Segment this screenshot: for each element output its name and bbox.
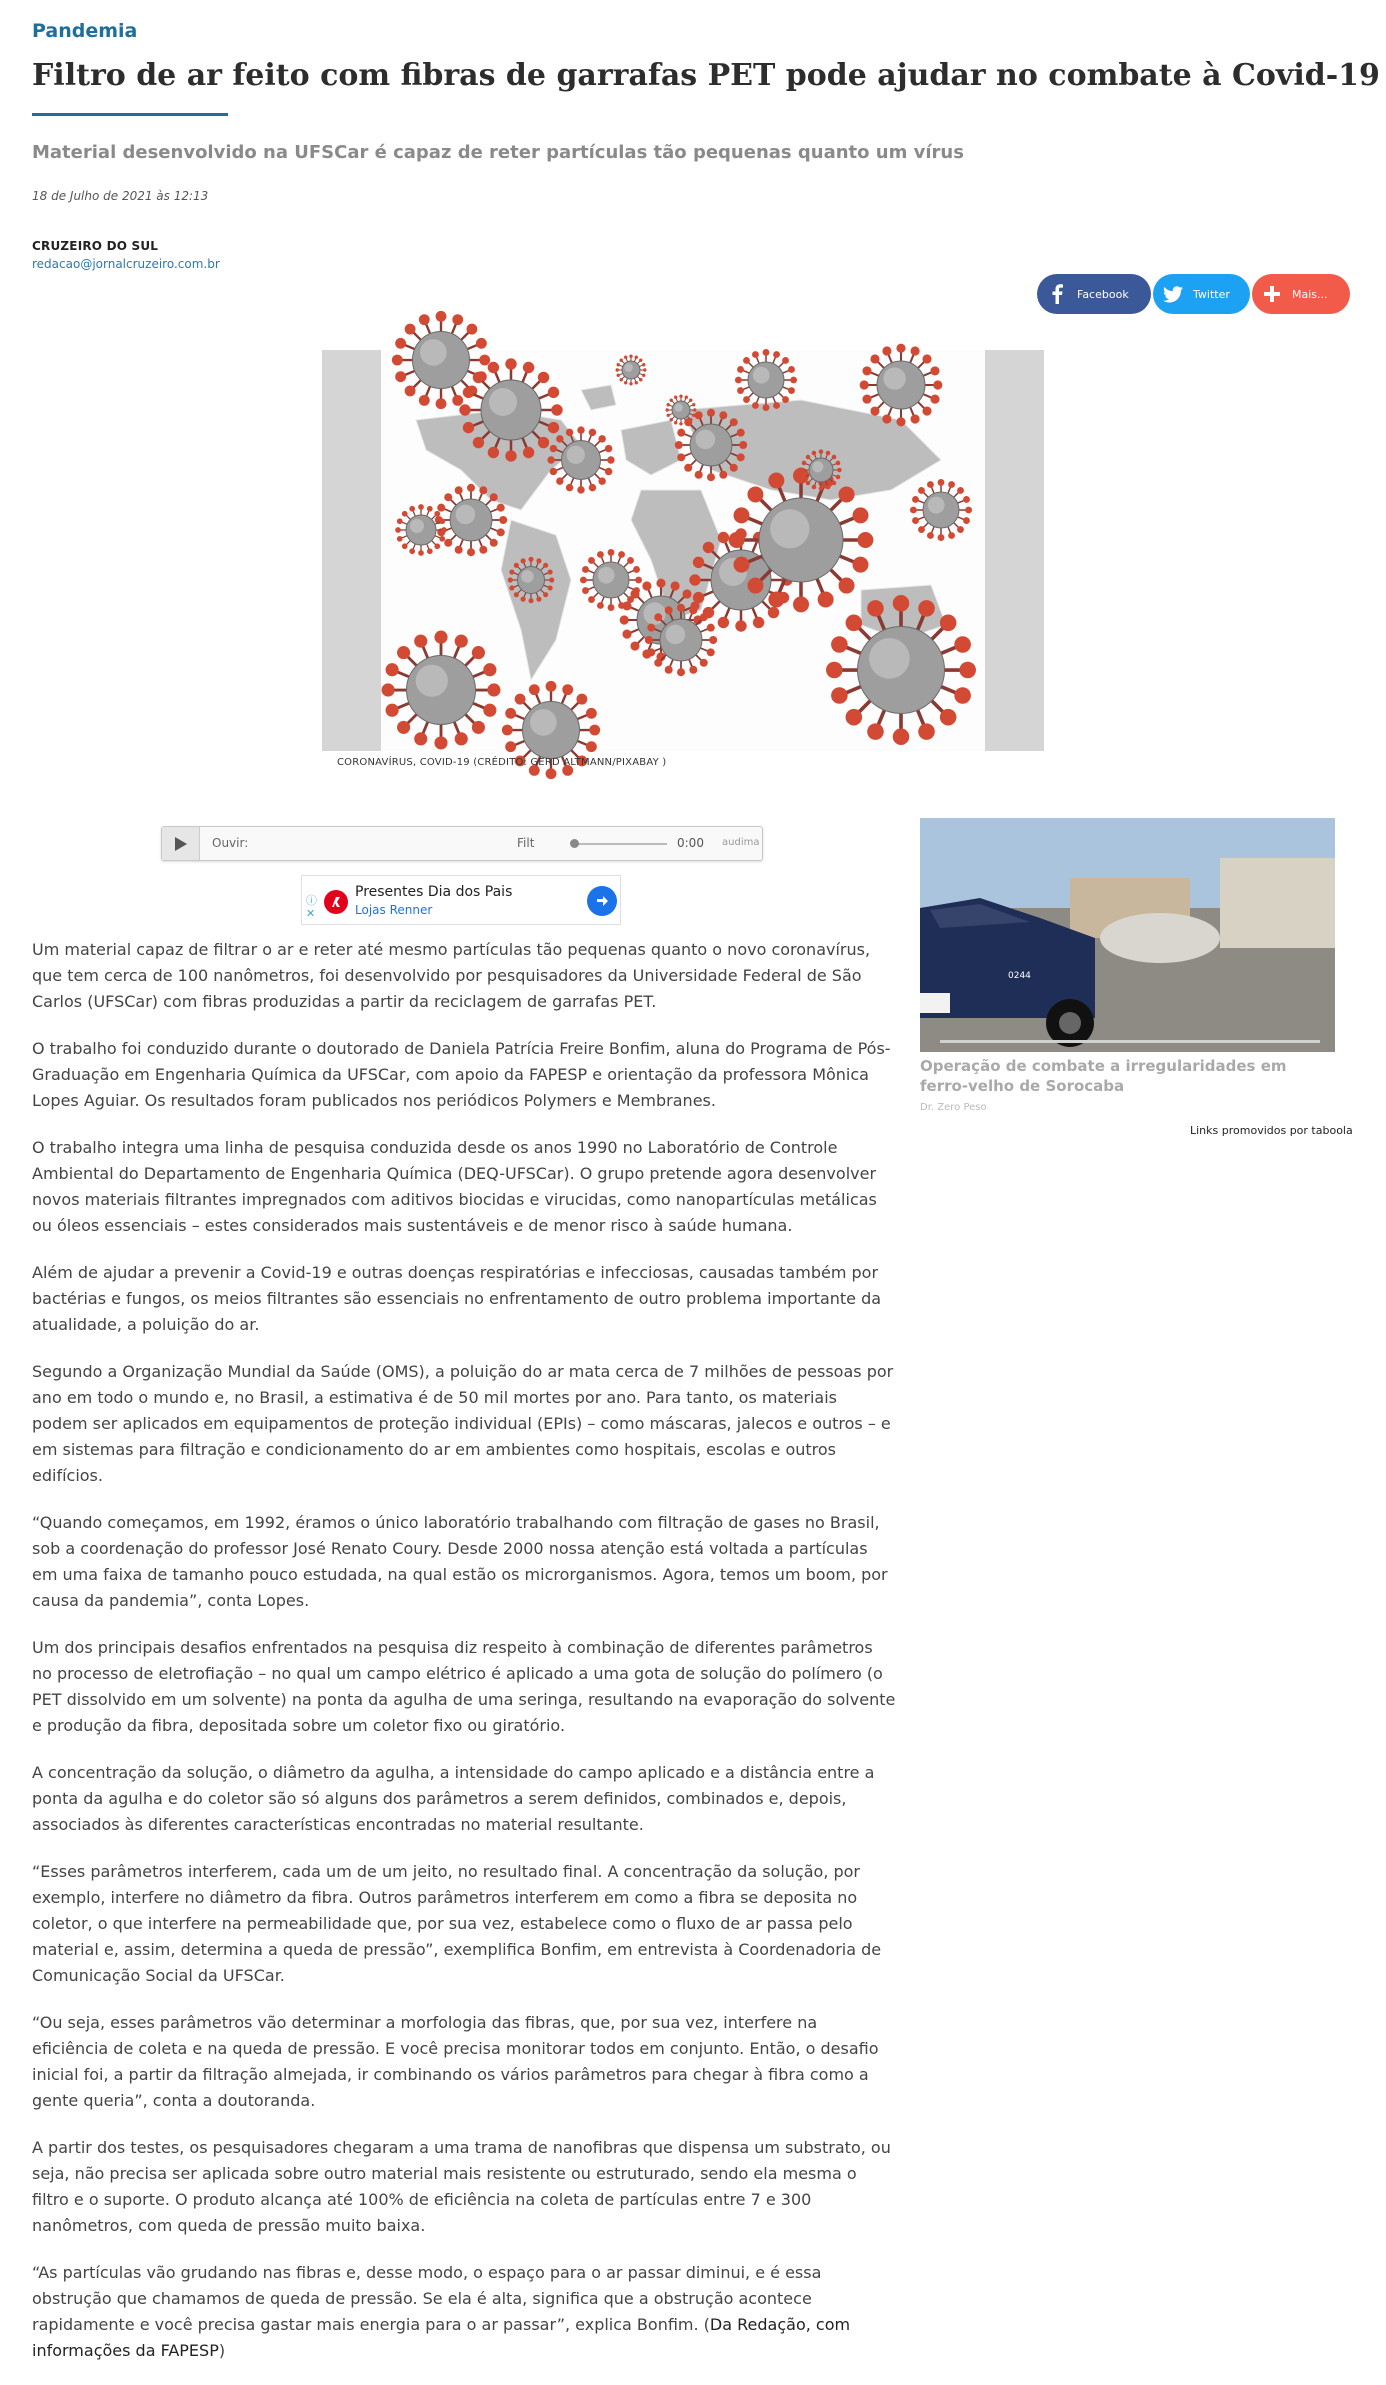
audio-progress-handle[interactable] (570, 839, 579, 848)
share-facebook-label: Facebook (1077, 287, 1129, 301)
sidebar-promoted-title[interactable]: Operação de combate a irregularidades em ferro-velho de Sorocaba (920, 1057, 1287, 1095)
ad-info-icon[interactable]: ⓘ (306, 894, 317, 907)
article-paragraph: A partir dos testes, os pesquisadores chegaram a uma trama de nanofibras que dispensa um substrato, ou seja, não precisa ser aplicada sobre outro material mais resistente ou estruturado, sendo ela mesma o filtro e o suporte. O produto alcança até 100% de eficiência na coleta de partículas entre 7 e 300 nanômetros, com queda de pressão muito baixa. (32, 2138, 891, 2235)
article-subtitle: Material desenvolvido na UFSCar é capaz de reter partículas tão pequenas quanto um vírus (32, 142, 964, 163)
article-paragraph: Além de ajudar a prevenir a Covid-19 e outras doenças respiratórias e infecciosas, causadas também por bactérias e fungos, os meios filtrantes são essenciais no enfrentamento de outro problema importante da atualidade, a poluição do ar. (32, 1263, 882, 1334)
article-body (32, 937, 896, 2385)
article-paragraph: Um dos principais desafios enfrentados na pesquisa diz respeito à combinação de diferentes parâmetros no processo de eletrofiação – no qual um campo elétrico é aplicado a uma gota de solução do polímero (o PET dissolvido em um solvente) na ponta da agulha de uma seringa, resultando na evaporação do solvente e produção da fibra, depositada sobre um coletor fixo ou giratório. (32, 1638, 896, 1735)
sidebar-promoted-image[interactable] (920, 818, 1335, 1052)
title-underline (32, 113, 228, 116)
audio-listen-label: Ouvir: (212, 836, 249, 850)
last-paragraph-close: ) (218, 2341, 226, 2360)
article-paragraph: A concentração da solução, o diâmetro da agulha, a intensidade do campo aplicado e a distância entre a ponta da agulha e do coletor são só alguns dos parâmetros a serem definidos, combinados e, depois, associados às diferentes características encontradas no material resultante. (32, 1763, 875, 1834)
ad-close-icon[interactable]: ✕ (306, 907, 316, 920)
article-title: Filtro de ar feito com fibras de garrafas PET pode ajudar no combate à Covid-19 (32, 58, 1380, 93)
ad-banner[interactable] (301, 875, 621, 925)
sidebar-promoted-source[interactable]: Dr. Zero Peso (920, 1102, 987, 1113)
article-paragraph: “Ou seja, esses parâmetros vão determinar a morfologia das fibras, que, por sua vez, interfere na eficiência de coleta e na queda de pressão. E você precisa monitorar todos em conjunto. Então, o desafio inicial foi, a partir da filtração almejada, ir combinando os vários parâmetros para chegar à fibra como a gente queria”, conta a doutoranda. (32, 2013, 879, 2110)
share-more-label: Mais... (1292, 287, 1328, 301)
article-credit: Da Redação, com informações da FAPESP (32, 2315, 851, 2360)
share-more-button[interactable] (1252, 274, 1350, 314)
twitter-icon (1153, 274, 1193, 314)
share-facebook-button[interactable] (1037, 274, 1151, 314)
photo-caption: CORONAVÍRUS, COVID-19 (CRÉDITO: GERD ALTMANN/PIXABAY ) (337, 757, 667, 768)
category-label[interactable]: Pandemia (32, 20, 138, 42)
ad-advertiser: Lojas Renner (355, 903, 433, 917)
article-paragraph: Um material capaz de filtrar o ar e reter até mesmo partículas tão pequenas quanto o novo coronavírus, que tem cerca de 100 nanômetros, foi desenvolvido por pesquisadores da Universidade Federal de São Carlos (UFSCar) com fibras produzidas a partir da reciclagem de garrafas PET. (32, 940, 871, 1011)
share-twitter-label: Twitter (1193, 287, 1230, 301)
audio-track-title: Filt (517, 836, 535, 850)
police-vehicle-photo (920, 818, 1335, 1052)
article-paragraph-last (32, 2260, 896, 2364)
article-paragraph: “Quando começamos, em 1992, éramos o único laboratório trabalhando com filtração de gases no Brasil, sob a coordenação do professor José Renato Coury. Desde 2000 nossa atenção está voltada a partículas em uma faixa de tamanho pouco estudada, na qual estão os microrganismos. Agora, temos um boom, por causa da pandemia”, conta Lopes. (32, 1513, 888, 1610)
publish-date: 18 de Julho de 2021 às 12:13 (32, 189, 209, 203)
article-paragraph: O trabalho foi conduzido durante o doutorado de Daniela Patrícia Freire Bonfim, aluna do Programa de Pós-Graduação em Engenharia Química da UFSCar, com apoio da FAPESP e orientação da professora Mônica Lopes Aguiar. Os resultados foram publicados nos periódicos Polymers e Membranes. (32, 1039, 891, 1110)
share-twitter-button[interactable] (1153, 274, 1250, 314)
ad-title: Presentes Dia dos Pais (355, 884, 513, 900)
author-name: CRUZEIRO DO SUL (32, 239, 159, 253)
author-email-link[interactable]: redacao@jornalcruzeiro.com.br (32, 257, 220, 271)
plus-icon (1252, 274, 1292, 314)
last-paragraph-text: “As partículas vão grudando nas fibras e, desse modo, o espaço para o ar passar diminui, e é essa obstrução que chamamos de queda de pressão. Se ela é alta, significa que a obstrução acontece rapidamente e você precisa gastar mais energia para o ar passar”, explica Bonfim. ( (32, 2263, 822, 2334)
audio-time: 0:00 (677, 836, 704, 850)
article-paragraph: Segundo a Organização Mundial da Saúde (OMS), a poluição do ar mata cerca de 7 milhões de pessoas por ano em todo o mundo e, no Brasil, a estimativa é de 50 mil mortes por ano. Para tanto, os materiais podem ser aplicados em equipamentos de proteção individual (EPIs) – como máscaras, jalecos e outros – e em sistemas para filtração e condicionamento do ar em ambientes como hospitais, escolas e outros edifícios. (32, 1362, 894, 1485)
article-photo (322, 350, 1044, 751)
article-paragraph: O trabalho integra uma linha de pesquisa conduzida desde os anos 1990 no Laboratório de Controle Ambiental do Departamento de Engenharia Química (DEQ-UFSCar). O grupo pretende agora desenvolver novos materiais filtrantes impregnados com aditivos biocidas e virucidas, como nanopartículas metálicas ou óleos essenciais – estes considerados mais sustentáveis e de menor risco à saúde humana. (32, 1138, 877, 1235)
article-paragraph: “Esses parâmetros interferem, cada um de um jeito, no resultado final. A concentração da solução, por exemplo, interfere no diâmetro da fibra. Outros parâmetros interferem em como a fibra se deposita no coletor, o que interfere na permeabilidade que, por sua vez, estabelece como o fluxo de ar passa pelo material e, assim, determina a queda de pressão”, exemplifica Bonfim, em entrevista à Coordenadoria de Comunicação Social da UFSCar. (32, 1862, 882, 1985)
coronavirus-world-map-illustration (381, 350, 985, 751)
vehicle-number: 0244 (1008, 971, 1031, 981)
taboola-promo-link[interactable]: Links promovidos por taboola (1190, 1124, 1353, 1137)
audio-player[interactable] (161, 826, 763, 861)
directions-arrow-icon[interactable] (587, 886, 617, 916)
facebook-icon (1037, 274, 1077, 314)
audio-brand: audima (722, 837, 760, 848)
audio-progress-track[interactable] (572, 843, 667, 845)
advertiser-logo-icon (324, 890, 348, 914)
play-icon[interactable] (162, 827, 200, 860)
